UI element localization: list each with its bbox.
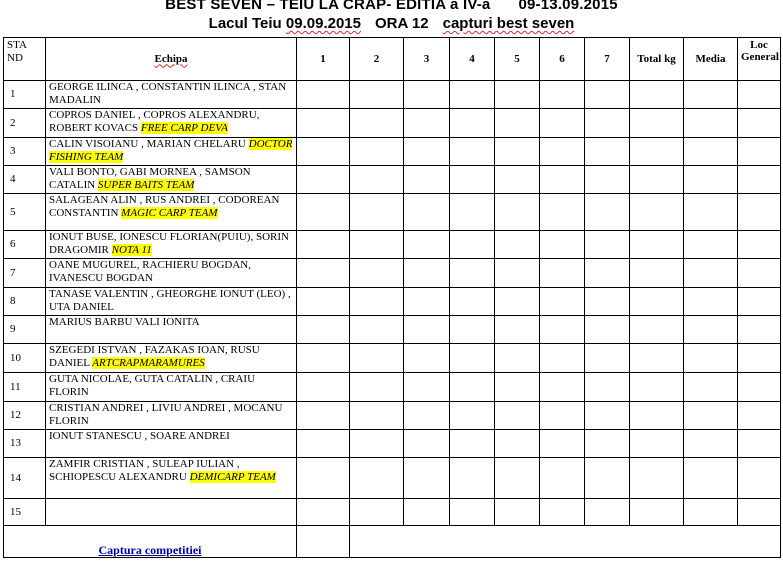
score-cell[interactable] — [350, 402, 404, 430]
score-cell[interactable] — [495, 373, 540, 402]
score-cell[interactable] — [630, 499, 684, 526]
team-cell — [46, 344, 297, 373]
score-cell[interactable] — [495, 316, 540, 344]
team-cell — [46, 316, 297, 344]
score-cell[interactable] — [297, 430, 350, 458]
stand-number: 12 — [4, 402, 46, 430]
score-cell[interactable] — [585, 259, 630, 288]
col-header-total: Total kg — [630, 38, 684, 81]
score-cell[interactable] — [585, 81, 630, 109]
title-date: 09.09.2015 — [285, 15, 361, 32]
score-cell[interactable] — [495, 109, 540, 138]
title-lake: Lacul Teiu — [208, 15, 282, 32]
score-cell[interactable] — [297, 194, 350, 231]
team-members: IONUT BUSE, IONESCU FLORIAN(PUIU), SORIN DRAGOMIR — [49, 231, 289, 256]
score-cell[interactable] — [450, 138, 495, 166]
score-cell[interactable] — [297, 109, 350, 138]
score-cell[interactable] — [495, 402, 540, 430]
score-cell[interactable] — [684, 499, 738, 526]
score-cell[interactable] — [684, 458, 738, 499]
score-cell[interactable] — [450, 166, 495, 194]
score-cell[interactable] — [404, 231, 450, 259]
score-cell[interactable] — [297, 499, 350, 526]
team-cell — [46, 231, 297, 259]
score-cell[interactable] — [585, 194, 630, 231]
score-cell[interactable] — [404, 194, 450, 231]
score-cell[interactable] — [450, 259, 495, 288]
score-cell[interactable] — [404, 138, 450, 166]
stand-number: 2 — [4, 109, 46, 138]
score-cell[interactable] — [495, 288, 540, 316]
score-cell[interactable] — [585, 316, 630, 344]
document-title-line-1 — [0, 0, 783, 13]
col-header-round-7: 7 — [585, 38, 630, 81]
team-club-name: DEMICARP TEAM — [189, 471, 276, 483]
table-row — [4, 81, 781, 109]
score-cell[interactable] — [350, 138, 404, 166]
team-cell — [46, 402, 297, 430]
score-cell[interactable] — [450, 344, 495, 373]
score-cell[interactable] — [450, 109, 495, 138]
score-cell[interactable] — [404, 430, 450, 458]
score-cell[interactable] — [404, 316, 450, 344]
score-cell[interactable] — [585, 373, 630, 402]
caption-empty-cell — [297, 526, 350, 558]
score-cell[interactable] — [404, 288, 450, 316]
score-cell[interactable] — [585, 344, 630, 373]
score-cell[interactable] — [404, 499, 450, 526]
team-cell — [46, 430, 297, 458]
score-cell[interactable] — [684, 430, 738, 458]
score-cell[interactable] — [738, 430, 781, 458]
score-cell[interactable] — [684, 138, 738, 166]
score-cell[interactable] — [630, 138, 684, 166]
table-row — [4, 344, 781, 373]
score-cell[interactable] — [350, 373, 404, 402]
caption-total-cell — [350, 526, 781, 558]
score-cell[interactable] — [350, 194, 404, 231]
team-cell — [46, 138, 297, 166]
score-cell[interactable] — [495, 81, 540, 109]
score-cell[interactable] — [540, 373, 585, 402]
score-cell[interactable] — [350, 316, 404, 344]
score-cell[interactable] — [495, 499, 540, 526]
team-cell — [46, 288, 297, 316]
score-cell[interactable] — [404, 109, 450, 138]
team-cell — [46, 499, 297, 526]
score-cell[interactable] — [350, 166, 404, 194]
team-club-name: SUPER BAITS TEAM — [97, 179, 195, 191]
score-cell[interactable] — [684, 231, 738, 259]
score-cell[interactable] — [450, 373, 495, 402]
score-cell[interactable] — [684, 288, 738, 316]
score-cell[interactable] — [630, 231, 684, 259]
team-members: GEORGE ILINCA , CONSTANTIN ILINCA , STAN MADALIN — [49, 81, 287, 106]
score-cell[interactable] — [585, 402, 630, 430]
stand-number: 15 — [4, 499, 46, 526]
score-cell[interactable] — [684, 373, 738, 402]
table-row — [4, 259, 781, 288]
score-cell[interactable] — [630, 81, 684, 109]
score-cell[interactable] — [540, 499, 585, 526]
score-cell[interactable] — [630, 259, 684, 288]
score-cell[interactable] — [738, 373, 781, 402]
score-cell[interactable] — [738, 109, 781, 138]
score-cell[interactable] — [540, 402, 585, 430]
score-cell[interactable] — [350, 109, 404, 138]
score-cell[interactable] — [404, 373, 450, 402]
team-members: ZAMFIR CRISTIAN , SULEAP IULIAN , SCHIOPESCU ALEXANDRU — [49, 458, 240, 483]
score-cell[interactable] — [684, 109, 738, 138]
stand-number: 8 — [4, 288, 46, 316]
team-members: VALI BONTO, GABI MORNEA , SAMSON CATALIN — [49, 166, 251, 191]
team-cell — [46, 109, 297, 138]
score-cell[interactable] — [630, 316, 684, 344]
score-cell[interactable] — [350, 231, 404, 259]
stand-number: 3 — [4, 138, 46, 166]
score-cell[interactable] — [404, 81, 450, 109]
score-cell[interactable] — [297, 166, 350, 194]
score-cell[interactable] — [450, 402, 495, 430]
team-club-name: DOCTOR FISHING TEAM — [49, 138, 293, 163]
table-row — [4, 402, 781, 430]
score-cell[interactable] — [495, 166, 540, 194]
table-row — [4, 194, 781, 231]
score-cell[interactable] — [404, 259, 450, 288]
score-cell[interactable] — [585, 458, 630, 499]
score-cell[interactable] — [738, 166, 781, 194]
title-competition: BEST SEVEN – TEIU LA CRAP- EDITIA a IV-a — [165, 0, 491, 13]
score-cell[interactable] — [738, 138, 781, 166]
table-row — [4, 430, 781, 458]
col-header-media: Media — [684, 38, 738, 81]
score-cell[interactable] — [495, 138, 540, 166]
score-cell[interactable] — [738, 499, 781, 526]
score-cell[interactable] — [630, 430, 684, 458]
team-club-name: FREE CARP DEVA — [140, 122, 228, 134]
col-header-round-6: 6 — [540, 38, 585, 81]
table-row — [4, 109, 781, 138]
header-row — [4, 38, 781, 81]
score-cell[interactable] — [585, 499, 630, 526]
score-cell[interactable] — [630, 194, 684, 231]
score-cell[interactable] — [404, 344, 450, 373]
score-cell[interactable] — [297, 373, 350, 402]
score-cell[interactable] — [585, 430, 630, 458]
score-cell[interactable] — [585, 138, 630, 166]
score-cell[interactable] — [495, 344, 540, 373]
score-cell[interactable] — [404, 402, 450, 430]
col-header-round-1: 1 — [297, 38, 350, 81]
col-header-round-3: 3 — [404, 38, 450, 81]
score-cell[interactable] — [540, 259, 585, 288]
score-cell[interactable] — [540, 316, 585, 344]
col-header-round-5: 5 — [495, 38, 540, 81]
score-cell[interactable] — [404, 458, 450, 499]
score-cell[interactable] — [495, 430, 540, 458]
score-cell[interactable] — [495, 259, 540, 288]
score-cell[interactable] — [684, 259, 738, 288]
score-cell[interactable] — [297, 458, 350, 499]
score-cell[interactable] — [350, 81, 404, 109]
score-cell[interactable] — [540, 344, 585, 373]
table-row — [4, 231, 781, 259]
table-row — [4, 288, 781, 316]
table-row — [4, 316, 781, 344]
team-cell — [46, 373, 297, 402]
score-cell[interactable] — [450, 194, 495, 231]
results-table — [3, 37, 781, 558]
score-cell[interactable] — [450, 430, 495, 458]
score-cell[interactable] — [585, 109, 630, 138]
score-cell[interactable] — [630, 166, 684, 194]
stand-number: 13 — [4, 430, 46, 458]
score-cell[interactable] — [540, 430, 585, 458]
stand-number: 14 — [4, 458, 46, 499]
score-cell[interactable] — [585, 231, 630, 259]
team-cell — [46, 81, 297, 109]
team-members: OANE MUGUREL, RACHIERU BOGDAN, IVANESCU BOGDAN — [49, 259, 251, 284]
team-members: TANASE VALENTIN , GHEORGHE IONUT (LEO) , UTA DANIEL — [49, 288, 291, 313]
col-header-team: Echipa — [46, 38, 297, 81]
score-cell[interactable] — [350, 288, 404, 316]
score-cell[interactable] — [404, 166, 450, 194]
score-cell[interactable] — [738, 81, 781, 109]
score-cell[interactable] — [738, 344, 781, 373]
score-cell[interactable] — [450, 81, 495, 109]
score-cell[interactable] — [684, 81, 738, 109]
team-members: SZEGEDI ISTVAN , FAZAKAS IOAN, RUSU DANIEL — [49, 344, 260, 369]
stand-number: 1 — [4, 81, 46, 109]
score-cell[interactable] — [540, 138, 585, 166]
score-cell[interactable] — [630, 344, 684, 373]
table-row — [4, 166, 781, 194]
score-cell[interactable] — [297, 288, 350, 316]
title-subject: capturi best seven — [442, 15, 575, 32]
score-cell[interactable] — [350, 259, 404, 288]
team-club-name: NOTA 11 — [111, 244, 152, 256]
score-cell[interactable] — [585, 166, 630, 194]
score-cell[interactable] — [450, 316, 495, 344]
team-club-name: MAGIC CARP TEAM — [121, 207, 218, 219]
title-dates: 09-13.09.2015 — [518, 0, 618, 13]
caption-cell: Captura competitiei — [4, 526, 297, 558]
table-row — [4, 499, 781, 526]
col-header-round-2: 2 — [350, 38, 404, 81]
score-cell[interactable] — [738, 402, 781, 430]
score-cell[interactable] — [297, 344, 350, 373]
score-cell[interactable] — [540, 81, 585, 109]
score-cell[interactable] — [738, 194, 781, 231]
team-members: CALIN VISOIANU , MARIAN CHELARU — [49, 138, 246, 150]
document-title-line-2 — [0, 15, 783, 32]
col-header-round-4: 4 — [450, 38, 495, 81]
footer-row — [4, 526, 781, 558]
score-cell[interactable] — [540, 194, 585, 231]
score-cell[interactable] — [450, 231, 495, 259]
score-cell[interactable] — [684, 344, 738, 373]
score-cell[interactable] — [630, 458, 684, 499]
score-cell[interactable] — [540, 458, 585, 499]
col-header-stand: STA ND — [4, 38, 46, 81]
stand-number: 10 — [4, 344, 46, 373]
score-cell[interactable] — [630, 288, 684, 316]
score-cell[interactable] — [297, 316, 350, 344]
score-cell[interactable] — [684, 194, 738, 231]
score-cell[interactable] — [540, 288, 585, 316]
score-cell[interactable] — [585, 288, 630, 316]
table-row — [4, 458, 781, 499]
score-cell[interactable] — [297, 259, 350, 288]
score-cell[interactable] — [630, 373, 684, 402]
table-row — [4, 373, 781, 402]
score-cell[interactable] — [630, 109, 684, 138]
team-cell — [46, 259, 297, 288]
team-members: CRISTIAN ANDREI , LIVIU ANDREI , MOCANU FLORIN — [49, 402, 283, 427]
stand-number: 9 — [4, 316, 46, 344]
stand-number: 5 — [4, 194, 46, 231]
stand-number: 6 — [4, 231, 46, 259]
score-cell[interactable] — [540, 166, 585, 194]
score-cell[interactable] — [350, 430, 404, 458]
score-cell[interactable] — [495, 194, 540, 231]
score-cell[interactable] — [297, 402, 350, 430]
score-cell[interactable] — [630, 402, 684, 430]
score-cell[interactable] — [738, 458, 781, 499]
score-cell[interactable] — [350, 499, 404, 526]
team-members: SALAGEAN ALIN , RUS ANDREI , CODOREAN CONSTANTIN — [49, 194, 280, 219]
score-cell[interactable] — [297, 231, 350, 259]
score-cell[interactable] — [738, 288, 781, 316]
score-cell[interactable] — [540, 109, 585, 138]
score-cell[interactable] — [450, 458, 495, 499]
team-members: IONUT STANESCU , SOARE ANDREI — [49, 430, 230, 442]
team-cell — [46, 166, 297, 194]
score-cell[interactable] — [684, 166, 738, 194]
score-cell[interactable] — [738, 316, 781, 344]
score-cell[interactable] — [495, 458, 540, 499]
score-cell[interactable] — [450, 499, 495, 526]
team-cell — [46, 458, 297, 499]
score-cell[interactable] — [738, 231, 781, 259]
score-cell[interactable] — [450, 288, 495, 316]
team-members: COPROS DANIEL , COPROS ALEXANDRU, ROBERT KOVACS — [49, 109, 260, 134]
score-cell[interactable] — [684, 402, 738, 430]
score-cell[interactable] — [350, 458, 404, 499]
stand-number: 7 — [4, 259, 46, 288]
score-cell[interactable] — [684, 316, 738, 344]
team-club-name: ARTCRAPMARAMURES — [92, 357, 205, 369]
title-hour: ORA 12 — [374, 15, 429, 32]
score-cell[interactable] — [738, 259, 781, 288]
score-cell[interactable] — [297, 138, 350, 166]
score-cell[interactable] — [297, 81, 350, 109]
team-cell — [46, 194, 297, 231]
team-members: GUTA NICOLAE, GUTA CATALIN , CRAIU FLORIN — [49, 373, 256, 398]
team-members: MARIUS BARBU VALI IONITA — [49, 316, 200, 328]
score-cell[interactable] — [540, 231, 585, 259]
col-header-loc: Loc General — [738, 38, 781, 81]
score-cell[interactable] — [495, 231, 540, 259]
stand-number: 11 — [4, 373, 46, 402]
table-row — [4, 138, 781, 166]
stand-number: 4 — [4, 166, 46, 194]
score-cell[interactable] — [350, 344, 404, 373]
